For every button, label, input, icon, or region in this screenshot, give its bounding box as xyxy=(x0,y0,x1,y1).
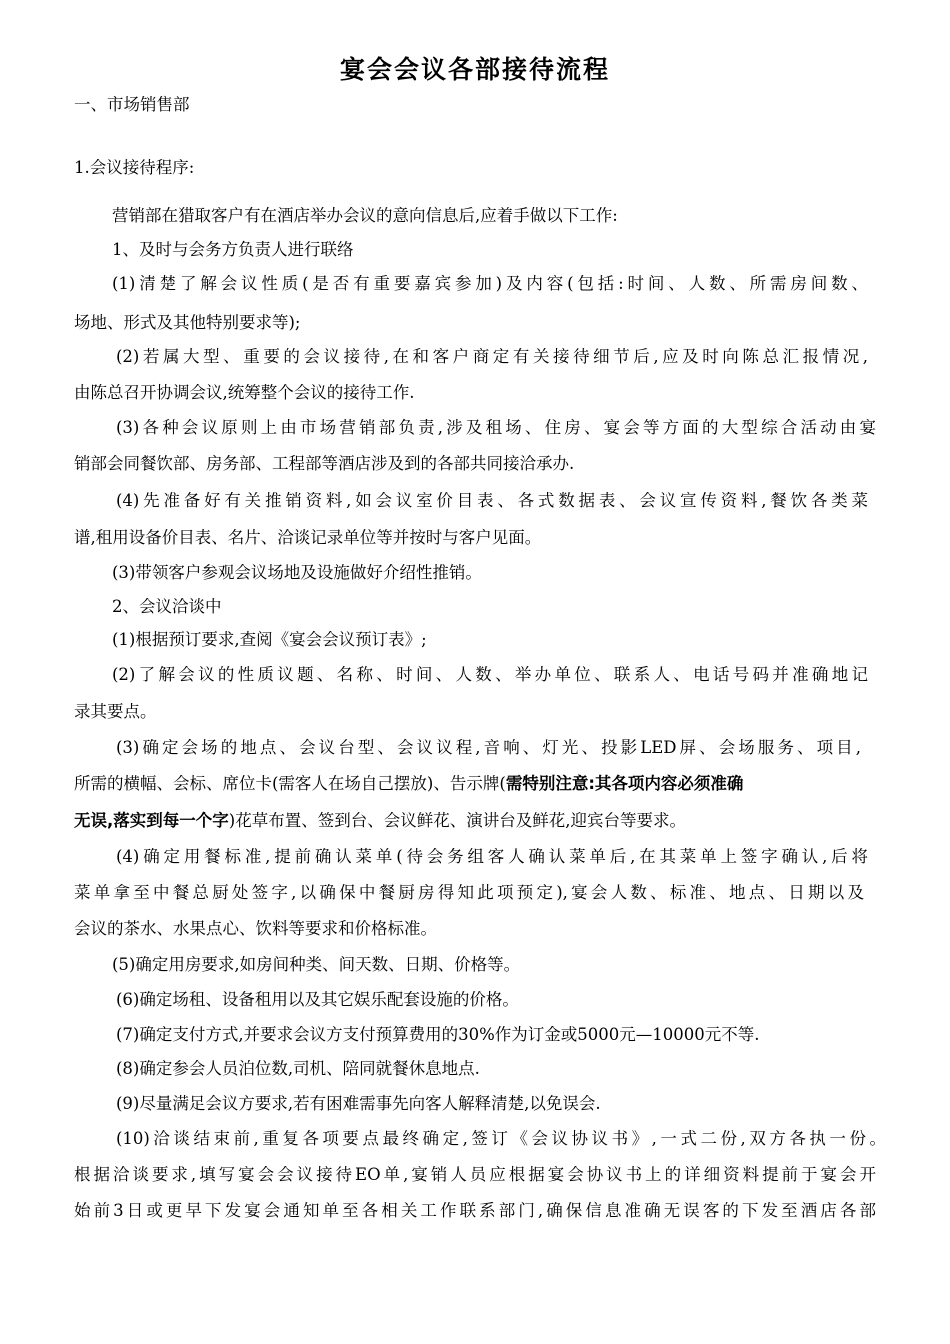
paragraph-line: 由陈总召开协调会议,统筹整个会议的接待工作. xyxy=(74,383,415,402)
paragraph-line: 会议的茶水、水果点心、饮料等要求和价格标准。 xyxy=(74,919,437,938)
paragraph-line: (5)确定用房要求,如房间种类、间天数、日期、价格等。 xyxy=(112,955,521,974)
step-heading: 2、会议洽谈中 xyxy=(112,597,222,616)
paragraph-line: 菜单拿至中餐总厨处签字,以确保中餐厨房得知此项预定),宴会人数、标准、地点、日期以及 xyxy=(74,883,864,902)
paragraph-line: (1)根据预订要求,查阅《宴会会议预订表》; xyxy=(112,630,427,649)
paragraph-line: (3)确定会场的地点、会议台型、会议议程,音响、灯光、投影LED屏、会场服务、项目, xyxy=(116,738,861,757)
paragraph-line: (9)尽量满足会议方要求,若有困难需事先向客人解释清楚,以免误会. xyxy=(116,1094,601,1113)
emphasis-text: 需特别注意:其各项内容必须准确 xyxy=(505,774,744,793)
step-heading: 1、及时与会务方负责人进行联络 xyxy=(112,240,354,259)
paragraph-line: 录其要点。 xyxy=(74,702,157,721)
paragraph-line: (1)清楚了解会议性质(是否有重要嘉宾参加)及内容(包括:时间、人数、所需房间数、 xyxy=(112,274,868,293)
paragraph-line xyxy=(74,809,686,833)
paragraph-line: (2)了解会议的性质议题、名称、时间、人数、举办单位、联系人、电话号码并准确地记 xyxy=(112,665,868,684)
paragraph-line: (6)确定场租、设备租用以及其它娱乐配套设施的价格。 xyxy=(116,990,519,1009)
document-title: 宴会会议各部接待流程 xyxy=(339,55,610,84)
paragraph-line xyxy=(74,772,743,796)
section-heading: 一、市场销售部 xyxy=(74,95,190,114)
paragraph-line: (3)带领客户参观会议场地及设施做好介绍性推销。 xyxy=(112,563,482,582)
paragraph-line: (3)各种会议原则上由市场营销部负责,涉及租场、住房、宴会等方面的大型综合活动由宴 xyxy=(116,418,876,437)
paragraph-text: 所需的横幅、会标、席位卡(需客人在场自己摆放)、告示牌( xyxy=(74,774,506,793)
paragraph-line: 营销部在猎取客户有在酒店举办会议的意向信息后,应着手做以下工作: xyxy=(112,206,618,225)
subsection-heading: 1.会议接待程序: xyxy=(74,158,195,177)
emphasis-text: 无误,落实到每一个字 xyxy=(74,811,229,830)
paragraph-line: (4)先准备好有关推销资料,如会议室价目表、各式数据表、会议宣传资料,餐饮各类菜 xyxy=(116,491,868,510)
paragraph-line: (2)若属大型、重要的会议接待,在和客户商定有关接待细节后,应及时向陈总汇报情况, xyxy=(116,347,868,366)
paragraph-line: (10)洽谈结束前,重复各项要点最终确定,签订《会议协议书》,一式二份,双方各执一份。 xyxy=(116,1129,886,1148)
paragraph-line: (4)确定用餐标准,提前确认菜单(待会务组客人确认菜单后,在其菜单上签字确认,后将 xyxy=(116,847,868,866)
paragraph-line: 销部会同餐饮部、房务部、工程部等酒店涉及到的各部共同接洽承办. xyxy=(74,454,575,473)
paragraph-line: 谱,租用设备价目表、名片、洽谈记录单位等并按时与客户见面。 xyxy=(74,528,542,547)
paragraph-line: 场地、形式及其他特别要求等); xyxy=(74,313,301,332)
paragraph-line: 根据洽谈要求,填写宴会会议接待EO单,宴销人员应根据宴会协议书上的详细资料提前于宴会开 xyxy=(74,1165,876,1184)
paragraph-line: (7)确定支付方式,并要求会议方支付预算费用的30%作为订金或5000元—10000元不等. xyxy=(116,1025,760,1044)
paragraph-line: (8)确定参会人员泊位数,司机、陪同就餐休息地点. xyxy=(116,1059,480,1078)
paragraph-text: )花草布置、签到台、会议鲜花、演讲台及鲜花,迎宾台等要求。 xyxy=(228,811,686,830)
paragraph-line: 始前3日或更早下发宴会通知单至各相关工作联系部门,确保信息准确无误客的下发至酒店各部 xyxy=(74,1201,876,1220)
